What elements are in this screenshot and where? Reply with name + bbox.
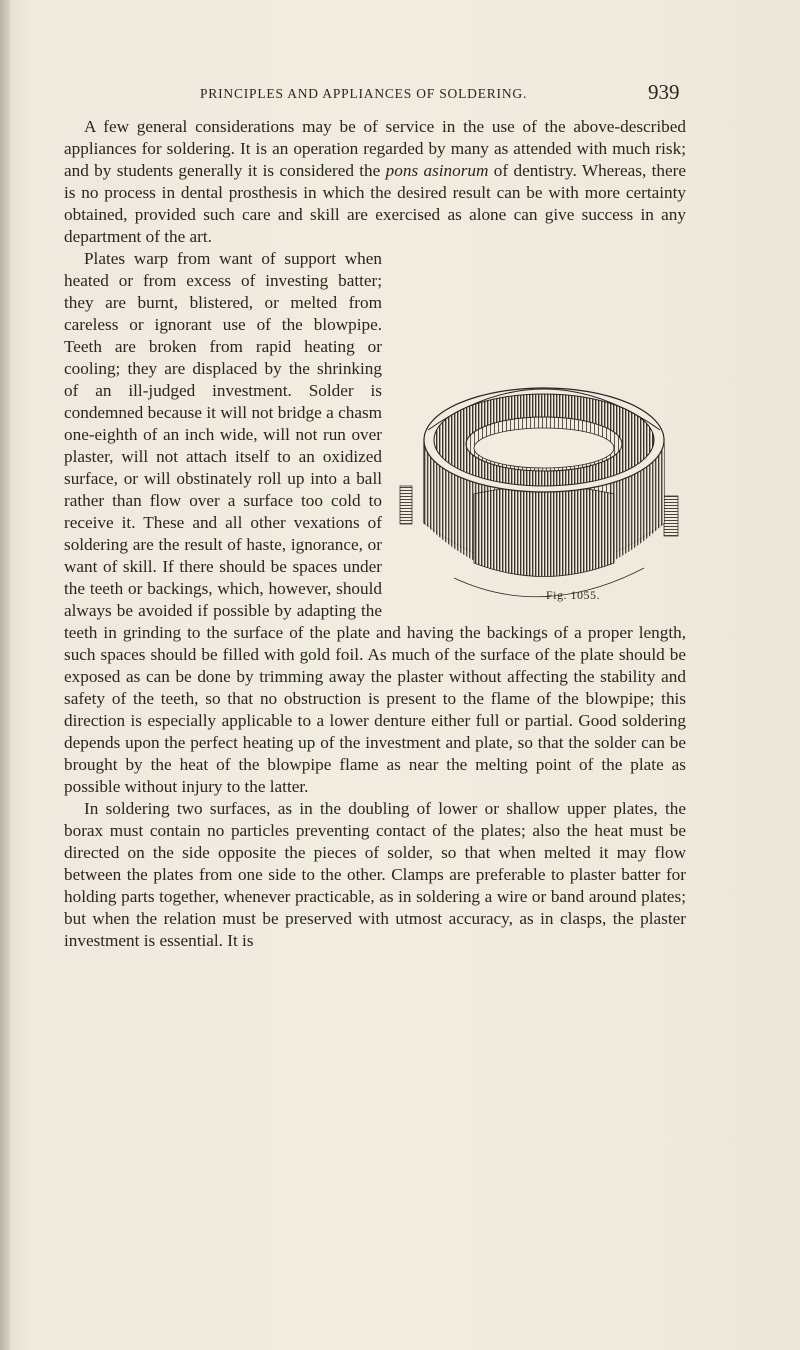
figure-caption: Fig. 1055.: [546, 588, 601, 602]
binding-gutter: [0, 0, 10, 1350]
paragraph-3: In soldering two surfaces, as in the doubling of lower or shallow upper plates, the borax must contain no particles preventing contact of the plates; also the heat must be directed on the side opposite the pieces of solder, so that when melted it may flow between the plates from one side to the other. Clamps are preferable to plaster batter for holding parts together, whenever practicable, as in soldering a wire or band around plates; but when the relation must be preserved with utmost accuracy, as in clasps, the plaster investment is essential. It is: [64, 799, 686, 950]
body-text: [64, 116, 686, 952]
paragraph-2: Fig. 1055. Plates warp from want of support when heated or from excess of investing batter; they are burnt, blistered, or melted from careless or ignorant use of the blowpipe. Teeth are broken from rapid heating or cooling; they are displaced by the shrinking of an ill-judged investment. Solder is condemned because it will not bridge a chasm one-eighth of an inch wide, will not run over plaster, will not attach itself to an oxidized surface, or will obstinately roll up into a ball rather than flow over a surface too cold to receive it. These and all other vexations of soldering are the result of haste, ignorance, or want of skill. If there should be spaces under the teeth or backings, which, however, should always be avoided if possible by adapting the teeth in grinding to the surface of the plate and having the backings of a proper length, such spaces should be filled with gold foil. As much of the surface of the plate should be exposed as can be done by trimming away the plaster without affecting the stability and safety of the teeth, so that no obstruction is present to the flame of the blowpipe; this direction is especially applicable to a lower denture either full or partial. Good soldering depends upon the perfect heating up of the investment and plate, so that the solder can be brought by the heat of the blowpipe flame as near the melting point of the plate as possible without injury to the latter.: [64, 248, 686, 798]
figure-1055: [394, 358, 690, 608]
italic-phrase: pons asinorum: [385, 161, 489, 180]
paragraph-1: A few general considerations may be of service in the use of the above-described appliances for soldering. It is an operation regarded by many as attended with much risk; and by students generally it is considered the pons asinorum of dentistry. Whereas, there is no process in dental prosthesis in which the desired result can be with more certainty obtained, provided such care and skill are exercised as alone can give success in any department of the art.: [64, 117, 686, 246]
soldering-ring-engraving-icon: [394, 358, 690, 608]
running-head: PRINCIPLES AND APPLIANCES OF SOLDERING.: [200, 86, 528, 101]
page-number: 939: [648, 80, 680, 104]
